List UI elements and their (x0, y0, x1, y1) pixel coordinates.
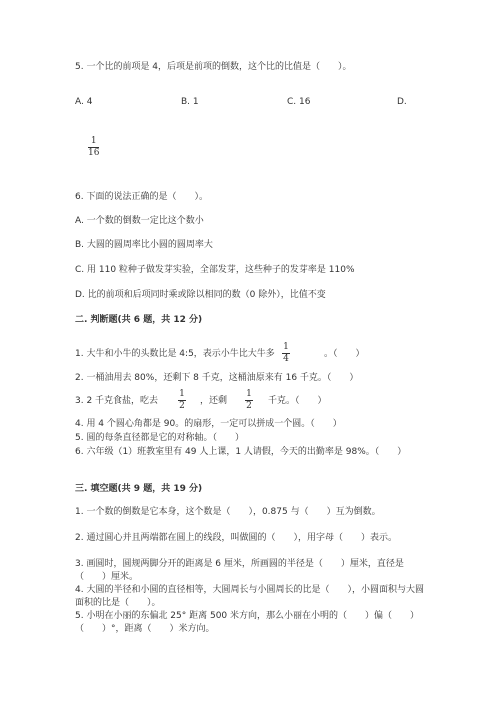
s2-item5: 5. 圆的每条直径都是它的对称轴。（ ） (75, 433, 244, 443)
section3-title: 三. 填空题(共 9 题，共 19 分) (75, 484, 203, 494)
section2-title: 二. 判断题(共 6 题，共 12 分) (75, 315, 203, 325)
q6-option-c[interactable]: C. 用 110 粒种子做发芽实验，全部发芽，这些种子的发芽率是 110% (75, 265, 355, 275)
s2-item3-fraction1 (178, 390, 186, 412)
q5-stem: 5. 一个比的前项是 4，后项是前项的倒数，这个比的比值是（ ）。 (75, 62, 352, 72)
q6-option-b[interactable]: B. 大圆的圆周率比小圆的圆周率大 (75, 240, 213, 250)
s2-item2: 2. 一桶油用去 80%，还剩下 8 千克，这桶油原来有 16 千克。（ ） (75, 373, 359, 383)
s2-item3-tail: 千克。（ ） (268, 396, 327, 406)
fraction-denominator: 2 (179, 401, 185, 412)
q5-option-b[interactable]: B. 1 (181, 97, 199, 107)
q6-option-d[interactable]: D. 比的前项和后项同时乘或除以相同的数（0 除外），比值不变 (75, 290, 326, 300)
s2-item6: 6. 六年级（1）班教室里有 49 人上课，1 人请假，今天的出勤率是 98%。（ ） (75, 447, 407, 457)
s3-item2: 2. 通过圆心并且两端都在圆上的线段，叫做圆的（ ），用字母（ ）表示。 (75, 533, 397, 543)
fraction-denominator: 4 (283, 354, 289, 365)
s2-item3-text: 3. 2 千克食盐，吃去 (75, 396, 159, 406)
fraction-denominator: 16 (88, 148, 100, 159)
s2-item3-mid: ，还剩 (200, 396, 228, 406)
fraction-numerator: 1 (90, 136, 97, 146)
q6-stem: 6. 下面的说法正确的是（ ）。 (75, 192, 208, 202)
s2-item3-fraction2 (245, 390, 253, 412)
s2-item1-text: 1. 大牛和小牛的头数比是 4:5，表示小牛比大牛多 (75, 349, 275, 359)
fraction-denominator: 2 (246, 401, 252, 412)
q5-option-a[interactable]: A. 4 (75, 97, 93, 107)
q5-option-c[interactable]: C. 16 (287, 97, 311, 107)
s2-item4: 4. 用 4 个圆心角都是 90。的扇形，一定可以拼成一个圆。（ ） (75, 419, 342, 429)
fraction-numerator: 1 (246, 389, 252, 399)
q6-option-a[interactable]: A. 一个数的倒数一定比这个数小 (75, 216, 204, 226)
fraction-numerator: 1 (179, 389, 185, 399)
s2-item1-tail: 。（ ） (324, 349, 365, 359)
s3-item4: 4. 大圆的半径和小圆的直径相等，大圆周长与小圆周长的比是（ ），小圆面积与大圆面积的比是（ ）。 (75, 585, 424, 609)
q5-option-d[interactable]: D. (397, 97, 407, 107)
s3-item5: 5. 小明在小丽的东偏北 25° 距离 500 米方向，那么小丽在小明的（ ）偏（ ）（ ）°，距离（ ）米方向。 (75, 611, 420, 635)
s2-item1-fraction (282, 343, 290, 365)
fraction-numerator: 1 (283, 342, 289, 352)
s3-item3: 3. 画圆时，圆规两脚分开的距离是 6 厘米，所画圆的半径是（ ）厘米，直径是（ ）厘米。 (75, 559, 404, 583)
s3-item1: 1. 一个数的倒数是它本身，这个数是（ ），0.875 与（ ）互为倒数。 (75, 507, 381, 517)
q5-option-d-fraction (88, 137, 99, 159)
